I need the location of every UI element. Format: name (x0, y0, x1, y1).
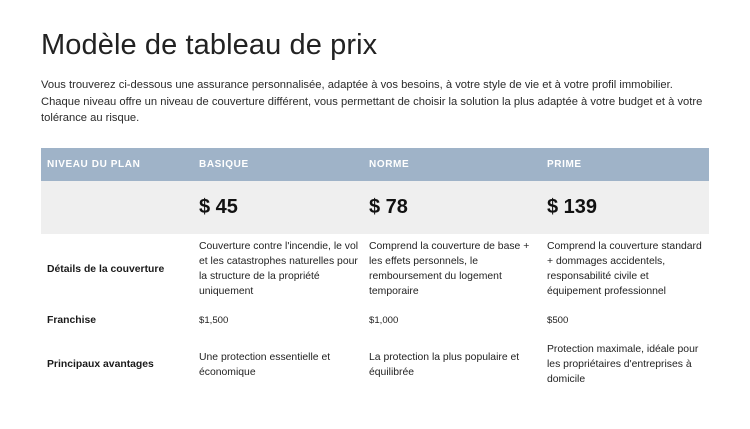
price-prime: $ 139 (541, 181, 709, 234)
coverage-norme: Comprend la couverture de base + les effets personnels, le remboursement du logement temporaire (369, 241, 530, 297)
pricing-table (41, 148, 709, 392)
price-basique: $ 45 (193, 181, 363, 234)
price-norme: $ 78 (363, 181, 541, 234)
coverage-basique: Couverture contre l'incendie, le vol et les catastrophes naturelles pour la structure de la propriété uniquement (199, 241, 359, 297)
benefits-norme: La protection la plus populaire et équilibrée (369, 351, 520, 378)
price-row-label (41, 181, 193, 234)
column-header-prime: PRIME (541, 148, 709, 181)
page-title: Modèle de tableau de prix (41, 29, 378, 61)
column-header-norme: NORME (363, 148, 541, 181)
intro-paragraph: Vous trouverez ci-dessous une assurance personnalisée, adaptée à vos besoins, à votre style de vie et à votre profil immobilier. Chaque niveau offre un niveau de couverture différent, vous permettant de choisir la solution la plus adaptée à votre budget et à votre tolérance au risque. (41, 79, 703, 124)
deductible-norme: $1,000 (369, 315, 399, 326)
deductible-basique: $1,500 (199, 315, 229, 326)
table-row-key-benefits (41, 337, 709, 392)
coverage-prime: Comprend la couverture standard + dommages accidentels, responsabilité civile et équipement professionnel (547, 241, 702, 297)
column-header-basique: BASIQUE (193, 148, 363, 181)
table-row-coverage-details (41, 234, 709, 304)
column-header-plan-level: NIVEAU DU PLAN (41, 148, 193, 181)
price-row (41, 181, 709, 234)
row-label-coverage-details: Détails de la couverture (47, 263, 165, 275)
benefits-prime: Protection maximale, idéale pour les propriétaires d'entreprises à domicile (547, 344, 699, 385)
table-header-row (41, 148, 709, 181)
row-label-deductible: Franchise (47, 315, 97, 326)
row-label-key-benefits: Principaux avantages (47, 359, 154, 370)
benefits-basique: Une protection essentielle et économique (199, 351, 331, 378)
table-row-deductible (41, 304, 709, 337)
deductible-prime: $500 (547, 315, 569, 326)
